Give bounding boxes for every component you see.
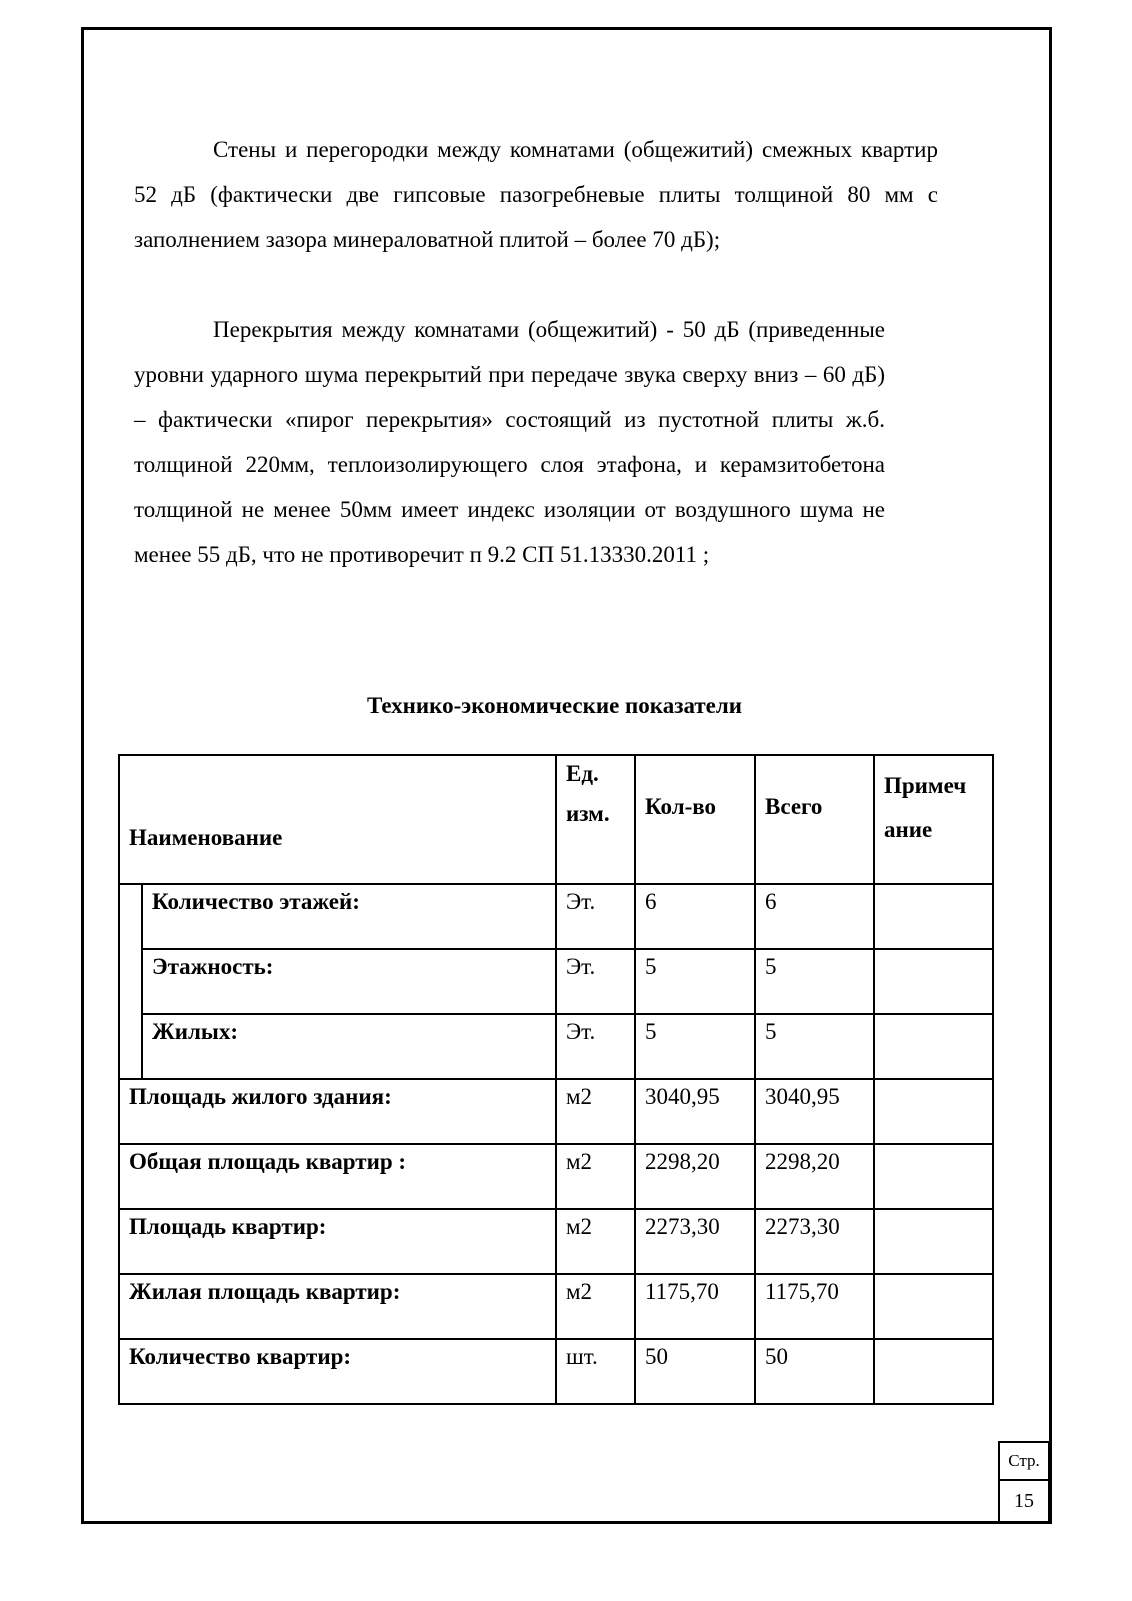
row-total: 50 — [755, 1339, 874, 1404]
row-name: Общая площадь квартир : — [119, 1144, 556, 1209]
row-total: 3040,95 — [755, 1079, 874, 1144]
row-unit: Эт. — [556, 884, 635, 949]
table-row — [119, 884, 993, 949]
table-row — [119, 1209, 993, 1274]
header-total: Всего — [755, 755, 874, 884]
row-unit: Эт. — [556, 949, 635, 1014]
row-name: Этажность: — [142, 949, 556, 1014]
table-row — [119, 949, 993, 1014]
header-note-line2: ание — [884, 817, 933, 842]
row-unit: м2 — [556, 1079, 635, 1144]
row-note — [874, 949, 993, 1014]
row-note — [874, 1274, 993, 1339]
row-name: Количество этажей: — [142, 884, 556, 949]
row-name: Площадь квартир: — [119, 1209, 556, 1274]
header-unit — [556, 755, 635, 884]
row-qty: 2298,20 — [635, 1144, 755, 1209]
row-unit: м2 — [556, 1144, 635, 1209]
row-total: 2273,30 — [755, 1209, 874, 1274]
page-number: 15 — [999, 1480, 1049, 1522]
header-unit-line1: Ед. — [566, 761, 599, 786]
row-unit: Эт. — [556, 1014, 635, 1079]
table-row — [119, 1274, 993, 1339]
row-name: Площадь жилого здания: — [119, 1079, 556, 1144]
row-total: 5 — [755, 1014, 874, 1079]
row-unit: м2 — [556, 1274, 635, 1339]
row-name: Количество квартир: — [119, 1339, 556, 1404]
header-unit-line2: изм. — [566, 801, 610, 826]
row-note — [874, 1339, 993, 1404]
header-note-line1: Примеч — [884, 773, 967, 798]
floors-group-bracket — [119, 884, 142, 1079]
row-qty: 6 — [635, 884, 755, 949]
row-unit: м2 — [556, 1209, 635, 1274]
header-qty: Кол-во — [635, 755, 755, 884]
row-unit: шт. — [556, 1339, 635, 1404]
row-note — [874, 1144, 993, 1209]
table-row — [119, 1014, 993, 1079]
row-qty: 1175,70 — [635, 1274, 755, 1339]
row-qty: 5 — [635, 949, 755, 1014]
row-total: 1175,70 — [755, 1274, 874, 1339]
table-title: Технико-экономические показатели — [366, 693, 743, 718]
table-header-row — [119, 755, 993, 884]
row-name: Жилых: — [142, 1014, 556, 1079]
row-note — [874, 1209, 993, 1274]
row-note — [874, 1079, 993, 1144]
row-qty: 3040,95 — [635, 1079, 755, 1144]
row-qty: 2273,30 — [635, 1209, 755, 1274]
row-qty: 50 — [635, 1339, 755, 1404]
page-label: Стр. — [999, 1442, 1049, 1480]
row-total: 5 — [755, 949, 874, 1014]
table-row — [119, 1079, 993, 1144]
row-qty: 5 — [635, 1014, 755, 1079]
header-note — [874, 755, 993, 884]
page-number-stamp — [998, 1441, 1050, 1523]
row-note — [874, 1014, 993, 1079]
row-name: Жилая площадь квартир: — [119, 1274, 556, 1339]
table-row — [119, 1339, 993, 1404]
row-total: 2298,20 — [755, 1144, 874, 1209]
paragraph-walls: Стены и перегородки между комнатами (общежитий) смежных квартир 52 дБ (фактически две гипсовые пазогребневые плиты толщиной 80 мм с заполнением зазора минераловатной плитой – более 70 дБ); — [134, 137, 938, 252]
header-name: Наименование — [119, 755, 556, 884]
row-total: 6 — [755, 884, 874, 949]
indicators-table — [118, 754, 994, 1405]
table-row — [119, 1144, 993, 1209]
row-note — [874, 884, 993, 949]
paragraph-floors: Перекрытия между комнатами (общежитий) - 50 дБ (приведенные уровни ударного шума перекрытий при передаче звука сверху вниз – 60 дБ) – фактически «пирог перекрытия» состоящий из пустотной плиты ж.б. толщиной 220мм, теплоизолирующего слоя этафона, и керамзитобетона толщиной не менее 50мм имеет индекс изоляции от воздушного шума не менее 55 дБ, что не противоречит п 9.2 СП 51.13330.2011 ; — [134, 317, 885, 567]
